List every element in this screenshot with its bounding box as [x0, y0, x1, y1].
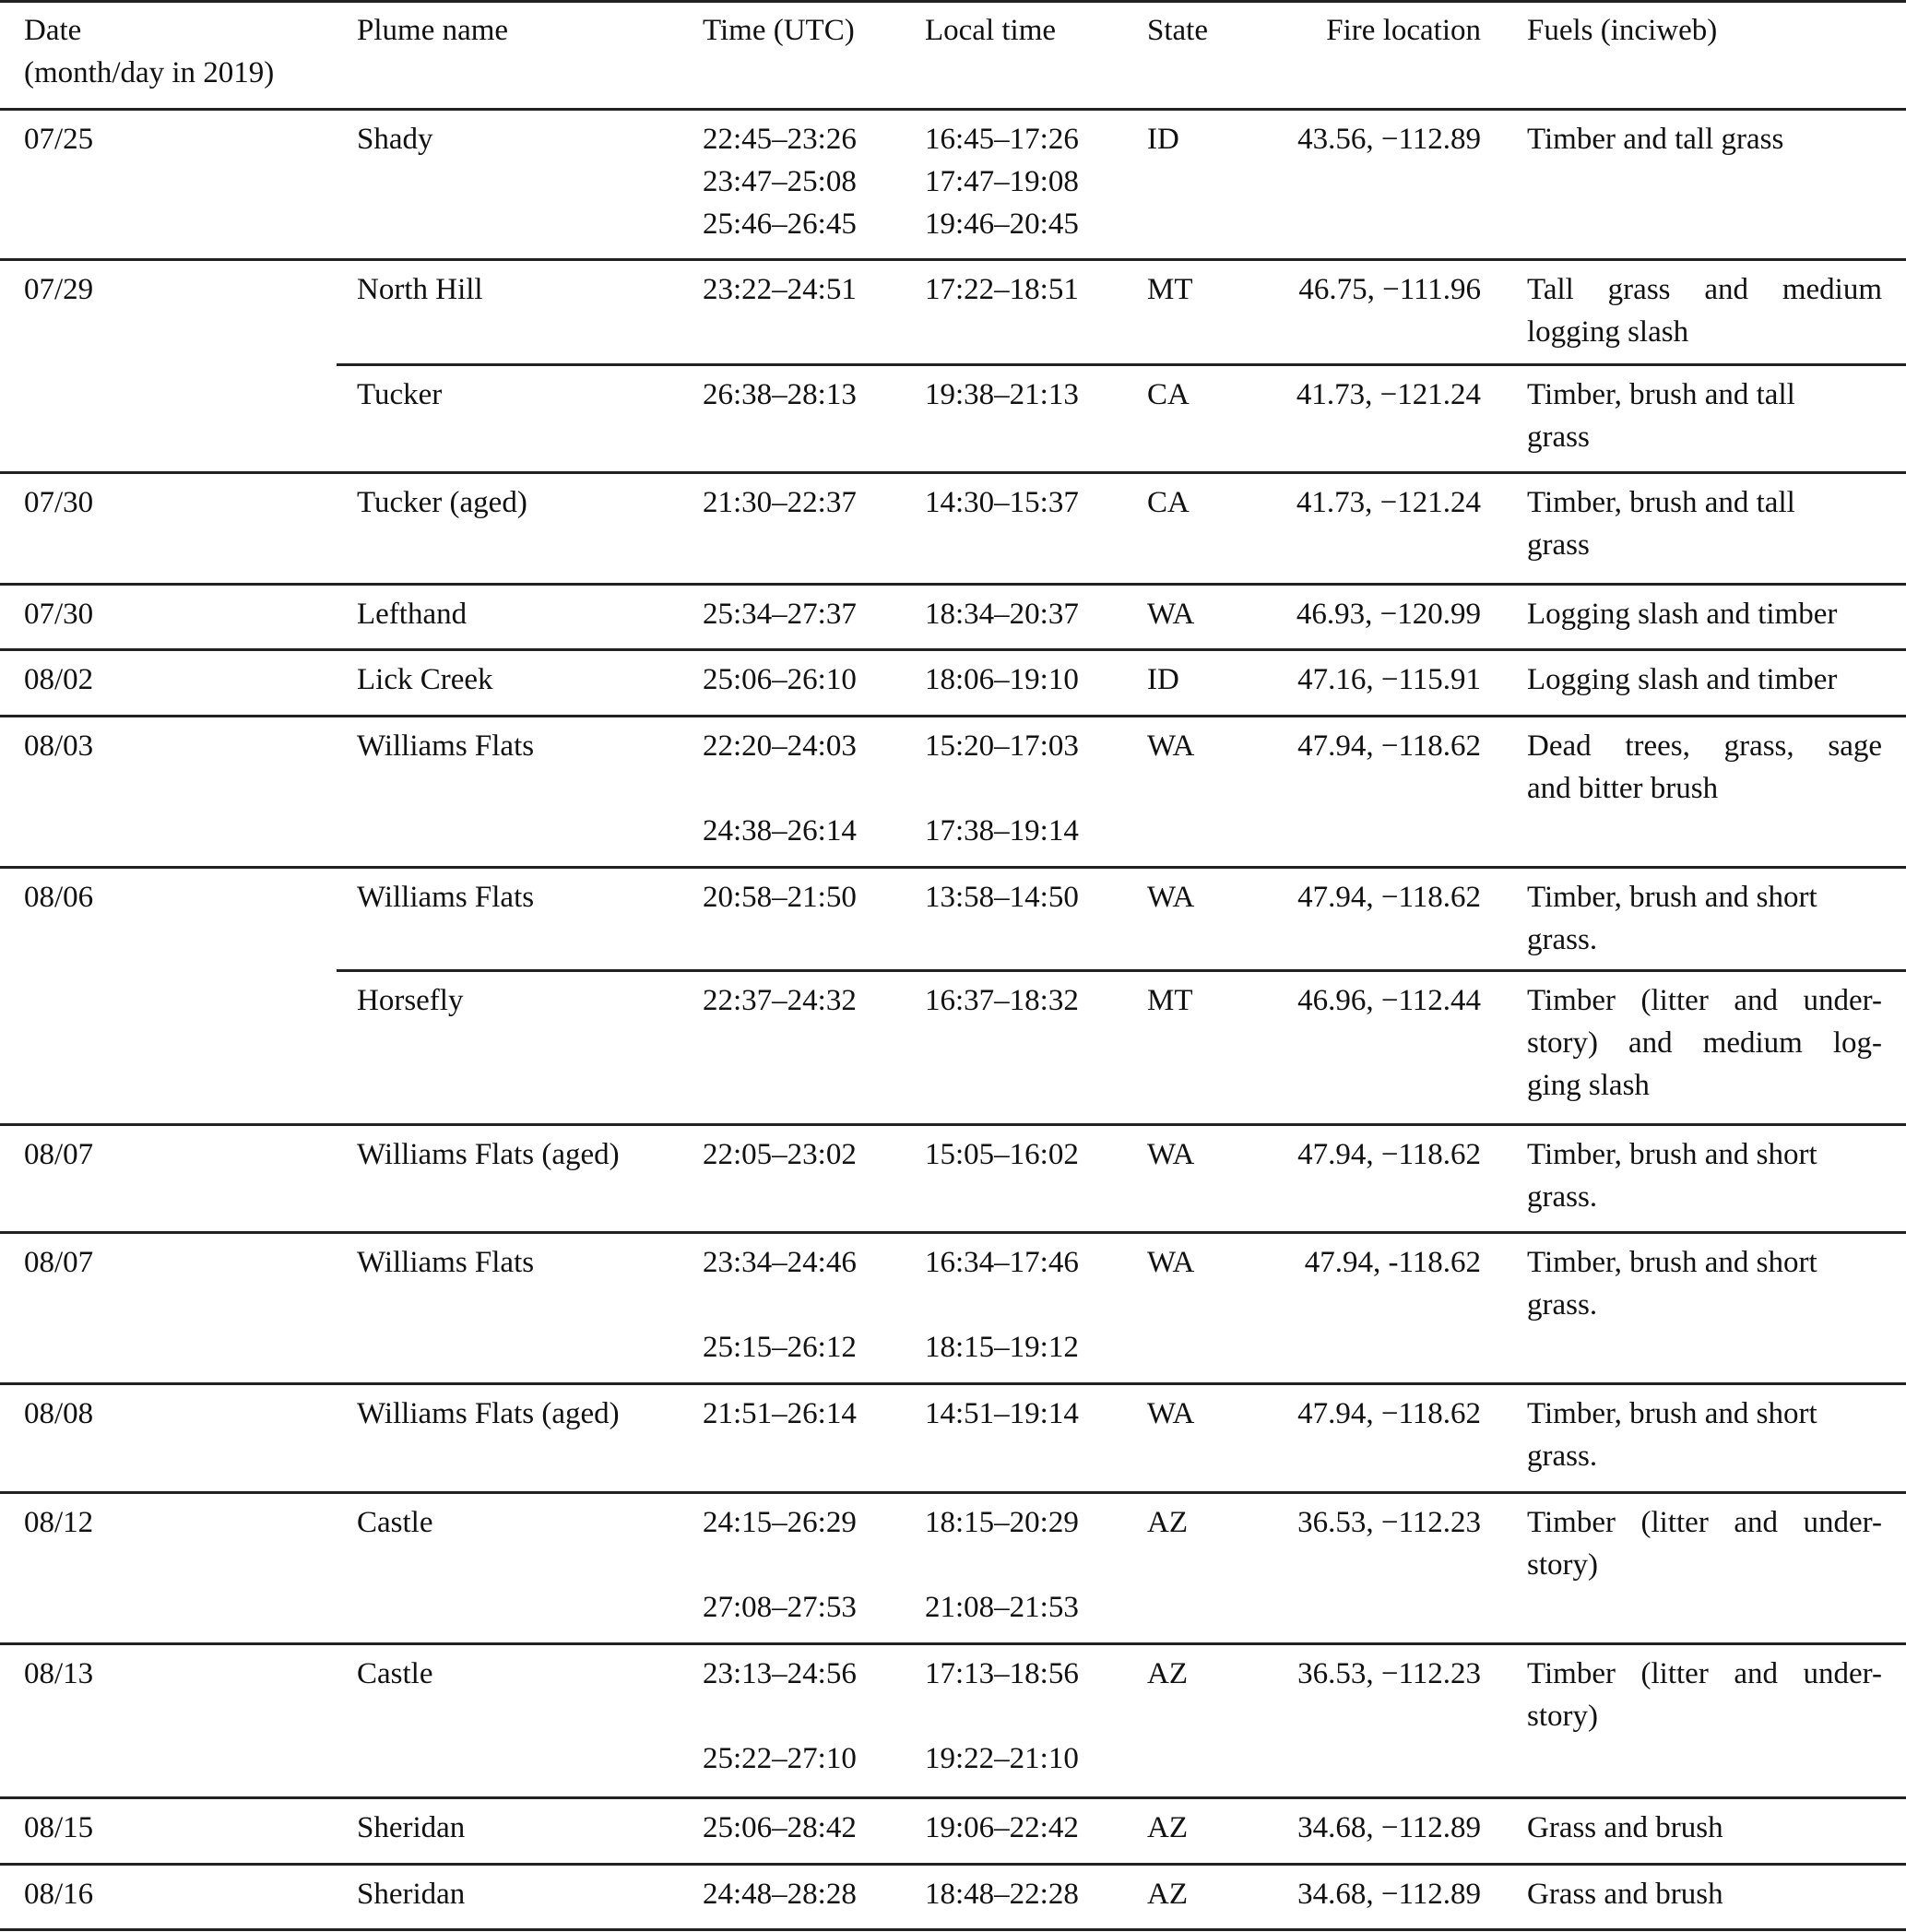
cell-fuels	[1527, 1133, 1882, 1218]
cell-local-time: 18:06–19:10	[925, 663, 1079, 696]
fuels-line: Timber, brush and tall	[1527, 486, 1795, 519]
cell-local-time: 19:46–20:45	[925, 207, 1079, 241]
cell-plume-name: Castle	[357, 1657, 433, 1690]
table-rule	[0, 258, 1906, 261]
cell-plume-name: Horsefly	[357, 984, 464, 1017]
table-rule	[0, 1231, 1906, 1234]
cell-state: WA	[1147, 729, 1195, 763]
cell-date: 08/12	[24, 1506, 94, 1539]
cell-plume-name: Lefthand	[357, 598, 468, 631]
cell-state: MT	[1147, 273, 1193, 306]
cell-state: WA	[1147, 1138, 1195, 1171]
cell-state: WA	[1147, 881, 1195, 914]
cell-time-utc: 23:13–24:56	[703, 1657, 857, 1690]
cell-date: 07/30	[24, 486, 94, 519]
cell-local-time: 17:22–18:51	[925, 273, 1079, 306]
cell-local-time: 17:38–19:14	[925, 814, 1079, 847]
cell-date: 08/06	[24, 881, 94, 914]
cell-fire-location: 43.56, −112.89	[1297, 123, 1481, 156]
cell-fire-location: 36.53, −112.23	[1297, 1657, 1481, 1690]
cell-fuels: Logging slash and timber	[1527, 598, 1838, 631]
cell-local-time: 18:15–19:12	[925, 1331, 1079, 1364]
cell-date: 07/25	[24, 123, 94, 156]
cell-fire-location: 46.93, −120.99	[1296, 598, 1481, 631]
cell-plume-name: Williams Flats (aged)	[357, 1138, 620, 1171]
cell-fuels	[1527, 1501, 1882, 1586]
cell-fuels	[1527, 979, 1882, 1107]
cell-state: WA	[1147, 598, 1195, 631]
cell-fuels: Grass and brush	[1527, 1811, 1723, 1844]
cell-local-time: 18:34–20:37	[925, 598, 1079, 631]
cell-date: 08/02	[24, 663, 94, 696]
fuels-line: grass.	[1527, 1288, 1598, 1322]
cell-state: AZ	[1147, 1657, 1188, 1690]
cell-local-time: 14:30–15:37	[925, 486, 1079, 519]
cell-time-utc: 25:06–26:10	[703, 663, 857, 696]
table-rule	[0, 1382, 1906, 1385]
cell-plume-name: Castle	[357, 1506, 433, 1539]
cell-state: AZ	[1147, 1506, 1188, 1539]
cell-local-time: 18:48–22:28	[925, 1878, 1079, 1911]
cell-date: 07/30	[24, 598, 94, 631]
cell-date: 08/03	[24, 729, 94, 763]
cell-local-time: 18:15–20:29	[925, 1506, 1079, 1539]
table-rule	[0, 866, 1906, 869]
header-local: Local time	[925, 14, 1057, 47]
fuels-line: and bitter brush	[1527, 772, 1719, 805]
cell-local-time: 16:34–17:46	[925, 1246, 1079, 1279]
table-header	[0, 0, 1906, 109]
cell-fire-location: 47.94, −118.62	[1297, 1138, 1481, 1171]
cell-time-utc: 25:46–26:45	[703, 207, 857, 241]
cell-fire-location: 41.73, −121.24	[1296, 378, 1481, 411]
table-rule	[0, 1928, 1906, 1931]
cell-time-utc: 25:06–28:42	[703, 1811, 857, 1844]
cell-date: 07/29	[24, 273, 94, 306]
fuels-line: Tall grass and medium	[1527, 273, 1882, 306]
cell-date: 08/15	[24, 1811, 94, 1844]
cell-fuels: Grass and brush	[1527, 1878, 1723, 1911]
cell-plume-name: Sheridan	[357, 1811, 466, 1844]
fuels-line: grass.	[1527, 1180, 1598, 1214]
cell-state: AZ	[1147, 1878, 1188, 1911]
cell-date: 08/16	[24, 1878, 94, 1911]
cell-state: ID	[1147, 123, 1179, 156]
fuels-line: grass	[1527, 421, 1590, 454]
cell-time-utc: 25:15–26:12	[703, 1331, 857, 1364]
cell-fuels: Logging slash and timber	[1527, 663, 1838, 696]
fuels-line: story)	[1527, 1548, 1598, 1582]
cell-fire-location: 41.73, −121.24	[1296, 486, 1481, 519]
cell-local-time: 19:22–21:10	[925, 1742, 1079, 1775]
table-rule	[0, 471, 1906, 474]
cell-plume-name: Williams Flats	[357, 881, 535, 914]
cell-fire-location: 46.75, −111.96	[1298, 273, 1481, 306]
cell-time-utc: 27:08–27:53	[703, 1591, 857, 1624]
header-date-sublabel: (month/day in 2019)	[24, 56, 275, 89]
cell-local-time: 17:47–19:08	[925, 165, 1079, 198]
fuels-line: Timber (litter and under-	[1527, 984, 1882, 1017]
cell-local-time: 19:38–21:13	[925, 378, 1079, 411]
cell-fuels	[1527, 1241, 1882, 1326]
cell-time-utc: 23:22–24:51	[703, 273, 857, 306]
fuels-line: grass.	[1527, 923, 1598, 956]
cell-time-utc: 21:51–26:14	[703, 1397, 857, 1430]
cell-time-utc: 25:22–27:10	[703, 1742, 857, 1775]
cell-fuels	[1527, 481, 1882, 566]
cell-state: WA	[1147, 1397, 1195, 1430]
cell-local-time: 16:45–17:26	[925, 123, 1079, 156]
cell-fuels	[1527, 268, 1882, 353]
cell-local-time: 19:06–22:42	[925, 1811, 1079, 1844]
cell-fuels	[1527, 725, 1882, 810]
cell-time-utc: 22:20–24:03	[703, 729, 857, 763]
cell-plume-name: Sheridan	[357, 1878, 466, 1911]
fuels-line: Timber (litter and under-	[1527, 1506, 1882, 1539]
fuels-line: story) and medium log-	[1527, 1026, 1882, 1060]
cell-state: AZ	[1147, 1811, 1188, 1844]
cell-local-time: 13:58–14:50	[925, 881, 1079, 914]
cell-plume-name: Shady	[357, 123, 433, 156]
cell-fire-location: 34.68, −112.89	[1297, 1811, 1481, 1844]
cell-time-utc: 26:38–28:13	[703, 378, 857, 411]
cell-fire-location: 36.53, −112.23	[1297, 1506, 1481, 1539]
cell-plume-name: Williams Flats	[357, 1246, 535, 1279]
cell-time-utc: 24:48–28:28	[703, 1878, 857, 1911]
cell-date: 08/07	[24, 1138, 94, 1171]
table-rule	[0, 1491, 1906, 1494]
cell-fire-location: 47.16, −115.91	[1297, 663, 1481, 696]
cell-plume-name: Tucker (aged)	[357, 486, 527, 519]
fuels-line: grass.	[1527, 1440, 1598, 1473]
fuels-line: Dead trees, grass, sage	[1527, 729, 1882, 763]
table-rule	[0, 1796, 1906, 1799]
table-rule	[0, 715, 1906, 717]
fuels-line: story)	[1527, 1700, 1598, 1733]
cell-time-utc: 24:38–26:14	[703, 814, 857, 847]
cell-plume-name: Lick Creek	[357, 663, 493, 696]
cell-fire-location: 47.94, −118.62	[1297, 881, 1481, 914]
cell-state: WA	[1147, 1246, 1195, 1279]
cell-fire-location: 47.94, −118.62	[1297, 1397, 1481, 1430]
cell-local-time: 15:05–16:02	[925, 1138, 1079, 1171]
table-rule	[0, 1123, 1906, 1126]
cell-state: ID	[1147, 663, 1179, 696]
cell-date: 08/07	[24, 1246, 94, 1279]
cell-date: 08/13	[24, 1657, 94, 1690]
fuels-line: Timber, brush and short	[1527, 1138, 1817, 1171]
cell-fuels	[1527, 1653, 1882, 1737]
cell-plume-name: Williams Flats (aged)	[357, 1397, 620, 1430]
fuels-line: Timber, brush and tall	[1527, 378, 1795, 411]
table-rule	[0, 108, 1906, 111]
cell-time-utc: 20:58–21:50	[703, 881, 857, 914]
cell-plume-name: North Hill	[357, 273, 483, 306]
cell-fuels	[1527, 876, 1882, 961]
cell-local-time: 16:37–18:32	[925, 984, 1079, 1017]
cell-fuels	[1527, 1393, 1882, 1477]
cell-time-utc: 23:34–24:46	[703, 1246, 857, 1279]
header-utc: Time (UTC)	[703, 14, 855, 47]
cell-fire-location: 46.96, −112.44	[1297, 984, 1481, 1017]
cell-local-time: 15:20–17:03	[925, 729, 1079, 763]
header-state: State	[1147, 14, 1208, 47]
cell-time-utc: 22:37–24:32	[703, 984, 857, 1017]
cell-plume-name: Williams Flats	[357, 729, 535, 763]
table-rule	[0, 0, 1906, 3]
cell-local-time: 14:51–19:14	[925, 1397, 1079, 1430]
table-rule	[0, 648, 1906, 651]
cell-time-utc: 22:45–23:26	[703, 123, 857, 156]
cell-plume-name: Tucker	[357, 378, 443, 411]
fuels-line: Timber, brush and short	[1527, 1246, 1817, 1279]
header-fuels: Fuels (inciweb)	[1527, 14, 1718, 47]
fuels-line: ging slash	[1527, 1069, 1650, 1102]
table-rule	[0, 1863, 1906, 1866]
table-rule	[337, 363, 1906, 366]
fuels-line: Timber, brush and short	[1527, 1397, 1817, 1430]
cell-time-utc: 23:47–25:08	[703, 165, 857, 198]
fuels-line: grass	[1527, 528, 1590, 562]
cell-fire-location: 47.94, −118.62	[1297, 729, 1481, 763]
header-date	[24, 9, 274, 94]
cell-fuels	[1527, 373, 1882, 458]
cell-local-time: 21:08–21:53	[925, 1591, 1079, 1624]
header-location: Fire location	[1326, 14, 1481, 47]
cell-fuels: Timber and tall grass	[1527, 123, 1784, 156]
cell-time-utc: 25:34–27:37	[703, 598, 857, 631]
header-date-label: Date	[24, 14, 82, 47]
table-rule	[0, 1642, 1906, 1645]
cell-state: MT	[1147, 984, 1193, 1017]
cell-time-utc: 21:30–22:37	[703, 486, 857, 519]
cell-date: 08/08	[24, 1397, 94, 1430]
fuels-line: Timber, brush and short	[1527, 881, 1817, 914]
cell-time-utc: 24:15–26:29	[703, 1506, 857, 1539]
cell-fire-location: 34.68, −112.89	[1297, 1878, 1481, 1911]
cell-time-utc: 22:05–23:02	[703, 1138, 857, 1171]
header-plume: Plume name	[357, 14, 509, 47]
cell-state: CA	[1147, 486, 1190, 519]
table-rule	[0, 583, 1906, 586]
fuels-line: Timber (litter and under-	[1527, 1657, 1882, 1690]
cell-fire-location: 47.94, -118.62	[1304, 1246, 1481, 1279]
cell-local-time: 17:13–18:56	[925, 1657, 1079, 1690]
cell-state: CA	[1147, 378, 1190, 411]
table-rule	[337, 969, 1906, 972]
fuels-line: logging slash	[1527, 315, 1689, 349]
